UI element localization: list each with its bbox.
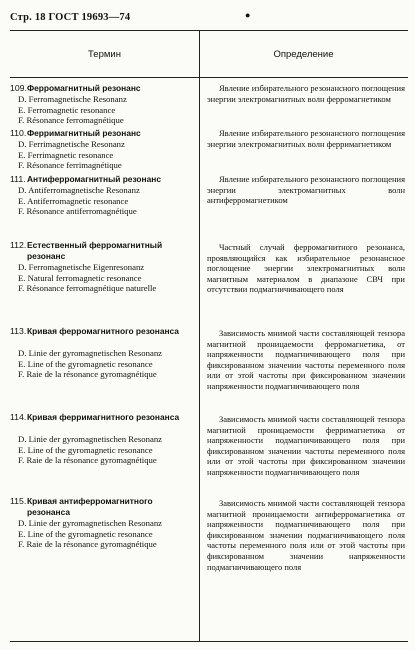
term-definition: Явление избирательного резонансного поглощения энергии электромагнитных волн антиферромагнетиком (207, 174, 405, 206)
term-russian: Кривая ферримагнитного резонанса (27, 412, 180, 422)
term-english: E. Ferrimagnetic resonance (18, 149, 114, 160)
term-french: F. Résonance ferromagnétique (18, 115, 124, 126)
term-english: E. Antiferromagnetic resonance (18, 195, 129, 206)
term-number: 114. (10, 412, 27, 422)
term-german: D. Linie der gyromagnetischen Resonanz (18, 434, 163, 444)
term-french: F. Raie de la résonance gyromagnétique (18, 539, 157, 550)
term-english: E. Natural ferromagnetic resonance (18, 272, 142, 283)
term-french: F. Résonance ferromagnétique naturelle (18, 283, 157, 294)
column-header-terms: Термин (10, 31, 199, 78)
term-number: 112. (10, 240, 27, 250)
term-number: 109. (10, 83, 27, 93)
term-russian: Естественный ферромагнитный резонанс (27, 240, 163, 261)
term-number: 113. (10, 326, 27, 336)
term-german: D. Antiferromagnetische Resonanz (18, 185, 140, 195)
term-number: 110. (10, 128, 27, 138)
term-german: D. Ferromagnetische Resonanz (18, 94, 127, 104)
term-definition: Частный случай ферромагнитного резонанса, проявляющийся как избирательное резонансное поглощение энергии электромагнитных волн магнитным материалом в диапазоне СВЧ при отсутствии подмагничивающего поля (207, 242, 405, 295)
term-russian: Ферромагнитный резонанс (27, 83, 141, 93)
term-french: F. Résonance ferrimagnétique (18, 160, 122, 171)
term-german: D. Linie der gyromagnetischen Resonanz (18, 518, 163, 528)
column-header-definition: Определение (199, 31, 408, 78)
term-definition: Зависимость мнимой части составляющей тензора магнитной проницаемости ферромагнетика, от напряженности подмагничивающего поля при фиксированном значении частоты переменного поля или от этой частоты при фиксированном значении напряженности подмагничивающего поля (207, 328, 405, 391)
term-definition: Явление избирательного резонансного поглощения энергии электромагнитных волн ферримагнетиком (207, 128, 405, 149)
page-header: Стр. 18 ГОСТ 19693—74 (10, 12, 131, 23)
term-french: F. Raie de la résonance gyromagnétique (18, 455, 157, 466)
term-russian: Кривая антиферромагнитного резонанса (27, 496, 153, 517)
term-definition: Зависимость мнимой части составляющей тензора магнитной проницаемости ферримагнетика от напряженности подмагничивающего поля при фиксированном значении частоты переменного поля или от этой частоты при фиксированном значении напряженности подмагничивающего поля (207, 414, 405, 477)
term-definition: Явление избирательного резонансного поглощения энергии электромагнитных волн ферромагнетиком (207, 83, 405, 104)
term-english: E. Line of the gyromagnetic resonance (18, 528, 153, 539)
term-number: 115. (10, 496, 27, 506)
term-russian: Кривая ферромагнитного резонанса (27, 326, 179, 336)
term-number: 111. (10, 174, 26, 184)
term-german: D. Linie der gyromagnetischen Resonanz (18, 348, 163, 358)
terms-table (10, 30, 408, 642)
term-definition: Зависимость мнимой части составляющей тензора магнитной проницаемости антиферромагнетика от напряженности подмагничивающего поля при фиксированном значении подмагничивающего поля частоты переменного поля или от этой частоты при фиксированном значении напряженности подмагничивающего поля (207, 498, 405, 572)
column-divider (199, 31, 200, 641)
term-german: D. Ferromagnetische Eigenresonanz (18, 262, 145, 272)
term-russian: Ферримагнитный резонанс (27, 128, 141, 138)
term-russian: Антиферромагнитный резонанс (27, 174, 161, 184)
page-mark: ● (245, 10, 251, 20)
term-english: E. Ferromagnetic resonance (18, 104, 116, 115)
term-french: F. Résonance antiferromagnétique (18, 206, 137, 217)
term-german: D. Ferrimagnetische Resonanz (18, 139, 125, 149)
term-english: E. Line of the gyromagnetic resonance (18, 358, 153, 369)
term-french: F. Raie de la résonance gyromagnétique (18, 369, 157, 380)
term-english: E. Line of the gyromagnetic resonance (18, 444, 153, 455)
